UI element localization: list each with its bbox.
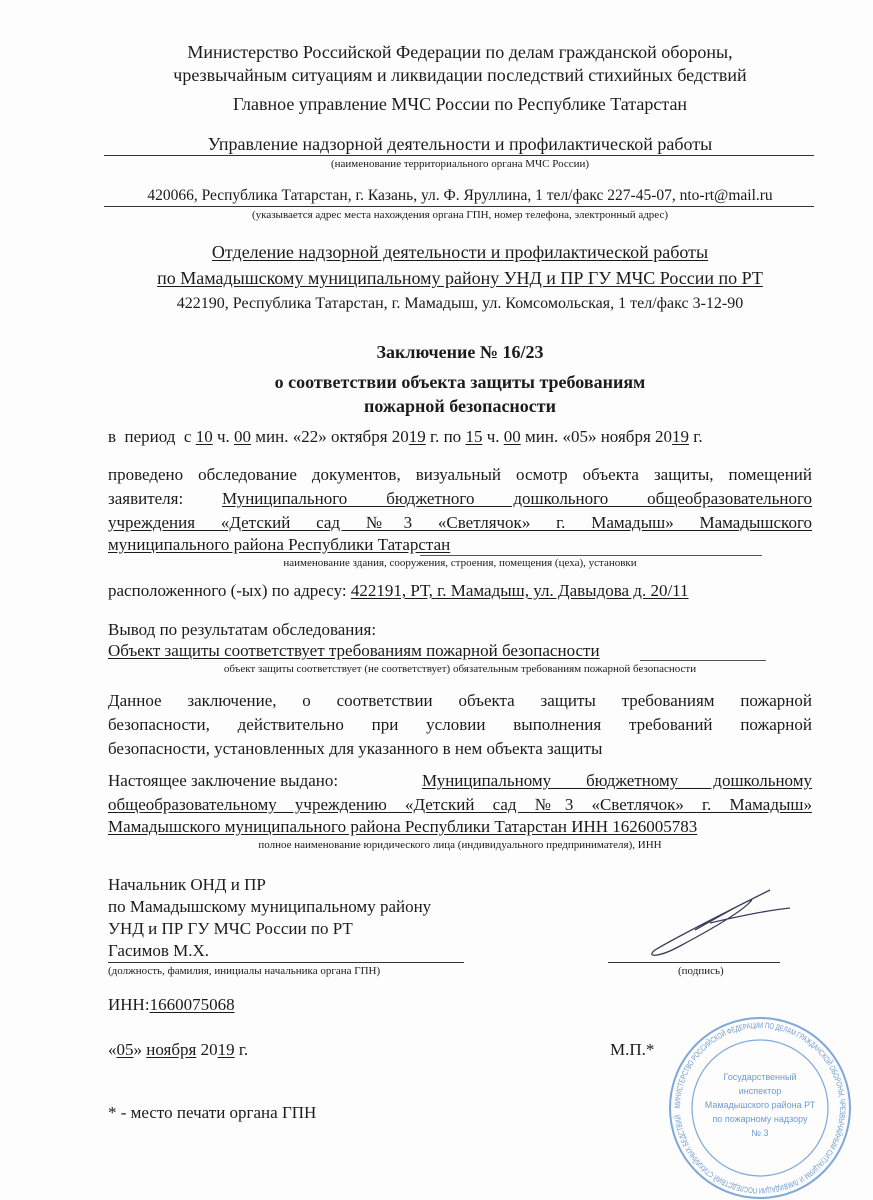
stamp-center-line: Государственный <box>723 1072 797 1082</box>
official-stamp <box>660 1016 860 1200</box>
end-year: 19 <box>672 427 690 446</box>
issued-line-2: общеобразовательному учреждению «Детский сад №3 «Светлячок» г. Мамадыш» <box>108 795 812 814</box>
stamp-center-line: инспектор <box>738 1086 782 1096</box>
address-label: расположенного (-ых) по адресу: <box>108 581 351 600</box>
date-day: 05 <box>116 1040 134 1059</box>
issued-line-3: Мамадышского муниципального района Республики Татарстан ИНН 1626005783 <box>108 817 698 836</box>
stamp-center-line: № 3 <box>751 1128 769 1138</box>
ministry-line-2: чрезвычайным ситуациям и ликвидации последствий стихийных бедствий <box>173 65 747 85</box>
divider <box>104 206 814 207</box>
inspection-line-4: муниципального района Республики Татарстан <box>108 535 451 554</box>
stamp-ring-text: МИНИСТЕРСТВО РОССИЙСКОЙ ФЕДЕРАЦИИ ПО ДЕЛАМ ГРАЖДАНСКОЙ ОБОРОНЫ, ЧРЕЗВЫЧАЙНЫМ СИТУАЦИЯМ И ЛИКВИДАЦИИ ПОСЛЕДСТВИЙ СТИХИЙНЫХ БЕДСТВИЙ <box>672 1020 848 1196</box>
period-prefix: в период с <box>108 427 196 446</box>
end-hour: 15 <box>465 427 483 446</box>
divider <box>104 155 814 156</box>
document-subtitle-1: о соответствии объекта защиты требованиям <box>274 372 646 392</box>
inspection-line-1: проведено обследование документов, визуальный осмотр объекта защиты, помещений <box>108 465 812 484</box>
signature <box>600 880 800 960</box>
signature-line <box>608 962 780 963</box>
date-quote: » <box>133 1040 147 1059</box>
issued-line-1 <box>108 771 812 791</box>
validity-line-1: Данное заключение, о соответствии объекта защиты требованиям пожарной <box>108 691 812 710</box>
signatory-title-3: УНД и ПР ГУ МЧС России по РТ <box>108 919 353 938</box>
stamp-center-line: Мамадышского района РТ <box>704 1100 816 1110</box>
divider <box>640 660 766 661</box>
date-suffix: г. <box>234 1040 249 1059</box>
footnote: * - место печати органа ГПН <box>108 1103 317 1122</box>
hour-label: ч. <box>482 427 504 446</box>
object-caption: наименование здания, сооружения, строения, помещения (цеха), установки <box>283 557 637 569</box>
department: Управление надзорной деятельности и профилактической работы <box>207 134 713 154</box>
signature-caption: (подпись) <box>678 965 724 977</box>
date-year-prefix: 20 <box>196 1040 218 1059</box>
signatory-name: Гасимов М.Х. <box>108 941 210 960</box>
period-mid: г. по <box>425 427 466 446</box>
conclusion-label: Вывод по результатам обследования: <box>108 620 377 639</box>
document-subtitle-2: пожарной безопасности <box>363 396 557 416</box>
document-title: Заключение № 16/23 <box>376 342 544 362</box>
issued-to: Муниципальному бюджетному дошкольному <box>422 771 812 790</box>
start-year: 19 <box>408 427 426 446</box>
address-value: 422191, РТ, г. Мамадыш, ул. Давыдова д. 20/11 <box>350 581 689 600</box>
inn-value: 1660075068 <box>149 995 235 1014</box>
date-year: 19 <box>217 1040 235 1059</box>
applicant-name: Муниципального бюджетного дошкольного общеобразовательного <box>222 489 812 508</box>
division-address: 422190, Республика Татарстан, г. Мамадыш, ул. Комсомольская, 1 тел/факс 3-12-90 <box>176 295 744 312</box>
department-caption: (наименование территориального органа МЧС России) <box>330 158 590 170</box>
validity-line-3: безопасности, установленных для указанного в нем объекта защиты <box>108 739 603 758</box>
division-line-2: по Мамадышскому муниципальному району УНД и ПР ГУ МЧС России по РТ <box>157 268 763 288</box>
issue-date <box>108 1040 248 1060</box>
start-hour: 10 <box>195 427 213 446</box>
inspection-line-2 <box>108 489 812 509</box>
issued-caption: полное наименование юридического лица (индивидуального предпринимателя), ИНН <box>258 839 662 851</box>
stamp-center-line: по пожарному надзору <box>712 1114 808 1124</box>
signatory-title-2: по Мамадышскому муниципальному району <box>108 897 432 916</box>
divider <box>420 555 762 556</box>
address-caption: (указывается адрес места нахождения органа ГПН, номер телефона, электронный адрес) <box>251 209 669 221</box>
issued-label: Настоящее заключение выдано: <box>108 771 339 790</box>
divider <box>108 962 464 963</box>
inspection-period <box>108 427 703 447</box>
authority-address: 420066, Республика Татарстан, г. Казань, ул. Ф. Яруллина, 1 тел/факс 227-45-07, nto-rt@mail.ru <box>147 187 773 204</box>
applicant-label: заявителя: <box>108 489 184 508</box>
inn <box>108 995 235 1015</box>
hour-label: ч. <box>212 427 235 446</box>
start-date: мин. «22» октября 20 <box>251 427 409 446</box>
conclusion-value: Объект защиты соответствует требованиям пожарной безопасности <box>108 641 600 660</box>
signatory-title-1: Начальник ОНД и ПР <box>108 875 266 894</box>
start-minute: 00 <box>234 427 252 446</box>
main-directorate: Главное управление МЧС России по Республике Татарстан <box>232 94 688 114</box>
period-suffix: г. <box>689 427 703 446</box>
inspection-line-3: учреждения «Детский сад №3 «Светлячок» г. Мамадыш» Мамадышского <box>108 513 812 532</box>
signatory-caption: (должность, фамилия, инициалы начальника органа ГПН) <box>108 965 381 977</box>
object-address <box>108 581 689 601</box>
ministry-line-1: Министерство Российской Федерации по делам гражданской обороны, <box>187 42 733 62</box>
division-line-1: Отделение надзорной деятельности и профилактической работы <box>211 242 709 262</box>
inn-label: ИНН: <box>108 995 150 1014</box>
seal-place: М.П.* <box>610 1040 655 1059</box>
date-month: ноября <box>146 1040 197 1059</box>
date-quote: « <box>108 1040 117 1059</box>
end-minute: 00 <box>503 427 521 446</box>
conclusion-caption: объект защиты соответствует (не соответствует) обязательным требованиям пожарной безопасности <box>223 663 697 675</box>
validity-line-2: безопасности, действительно при условии выполнения требований пожарной <box>108 715 812 734</box>
end-date: мин. «05» ноября 20 <box>520 427 673 446</box>
signatory-block <box>108 874 431 962</box>
